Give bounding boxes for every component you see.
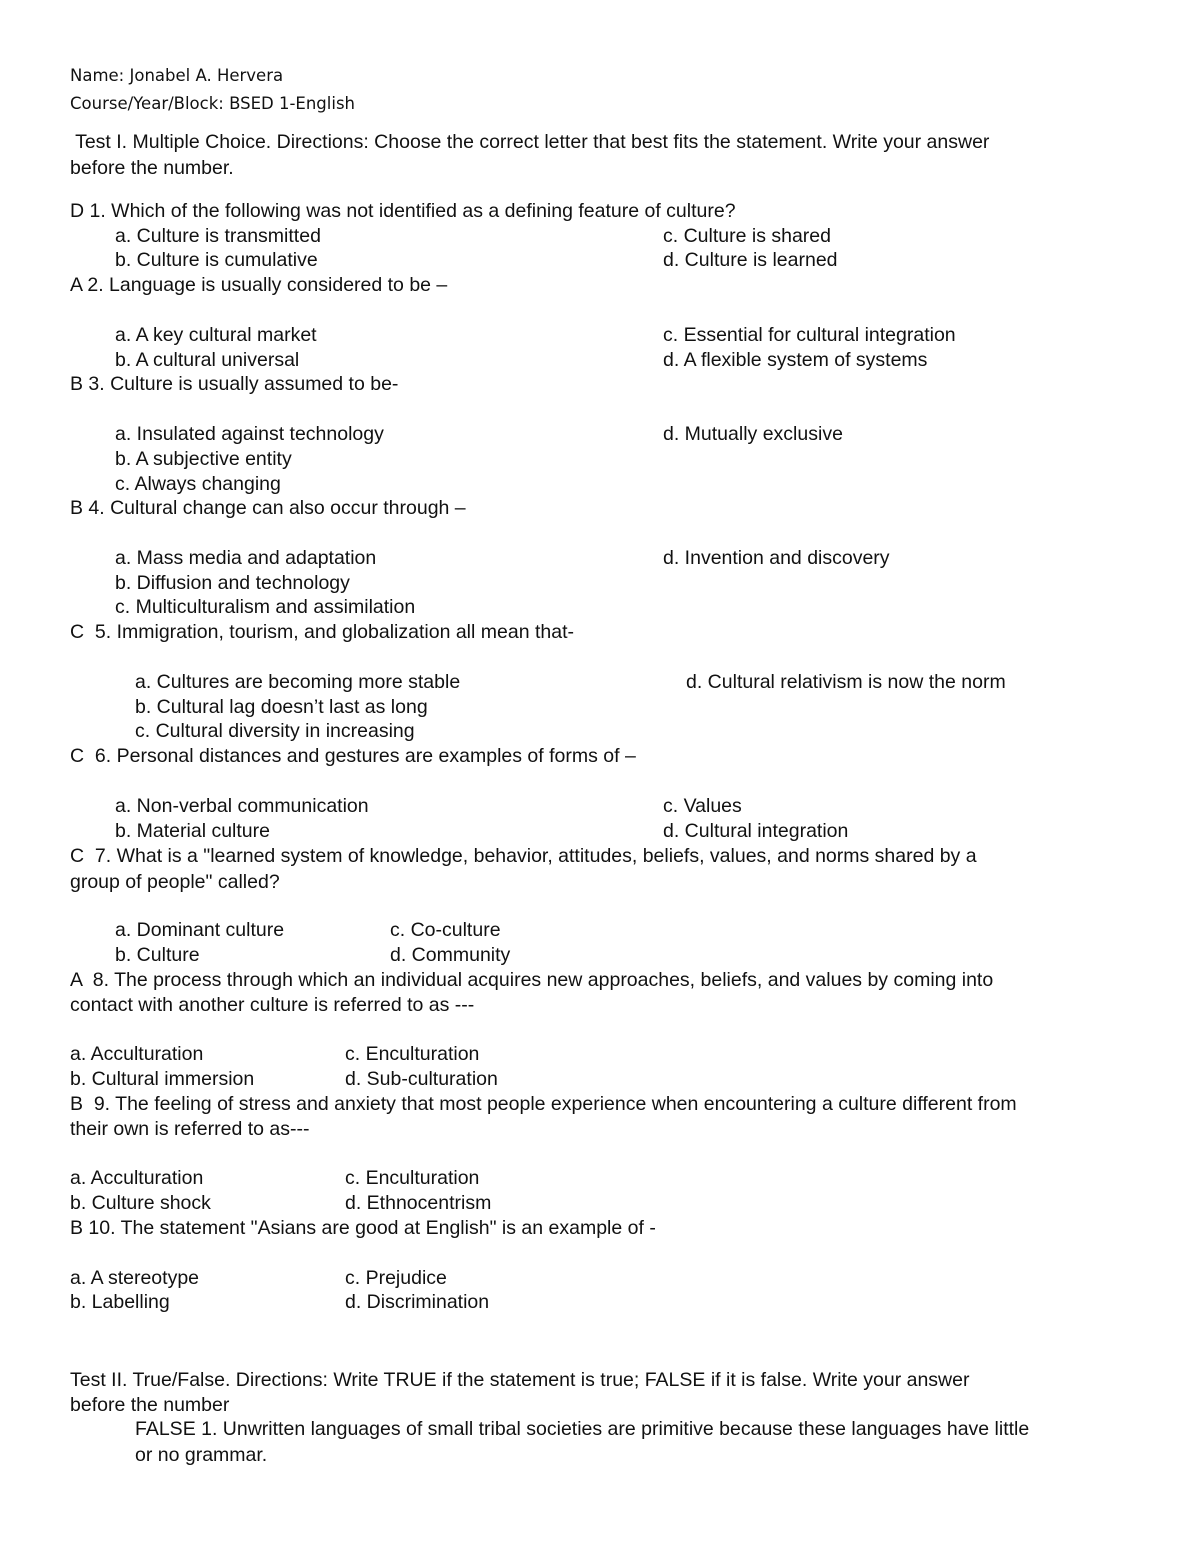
choice-b: b. A cultural universal bbox=[115, 349, 300, 371]
choice-d: d. Cultural integration bbox=[663, 820, 849, 842]
choice-a: a. Culture is transmitted bbox=[115, 225, 321, 247]
question-stem: D 1. Which of the following was not identified as a defining feature of culture? bbox=[70, 200, 736, 222]
choice-b: b. Cultural immersion bbox=[70, 1068, 255, 1090]
choice-c: c. Multiculturalism and assimilation bbox=[115, 596, 416, 618]
student-name: Name: Jonabel A. Hervera bbox=[70, 66, 284, 85]
choice-d: d. Invention and discovery bbox=[663, 547, 890, 569]
question-stem: A 8. The process through which an individual acquires new approaches, beliefs, and values by coming into bbox=[70, 969, 994, 991]
choice-c: c. Enculturation bbox=[345, 1043, 480, 1065]
choice-d: d. Cultural relativism is now the norm bbox=[686, 671, 1006, 693]
choice-a: a. A stereotype bbox=[70, 1267, 200, 1289]
choice-c: c. Co-culture bbox=[390, 919, 501, 941]
test2-directions-cont: before the number bbox=[70, 1394, 230, 1416]
choice-a: a. Cultures are becoming more stable bbox=[135, 671, 461, 693]
test1-directions-cont: before the number. bbox=[70, 157, 234, 179]
choice-b: b. Diffusion and technology bbox=[115, 572, 350, 594]
question-stem-cont: their own is referred to as--- bbox=[70, 1118, 310, 1140]
item-text: FALSE 1. Unwritten languages of small tribal societies are primitive because these languages have little bbox=[135, 1418, 1030, 1440]
question-stem: C 5. Immigration, tourism, and globalization all mean that- bbox=[70, 621, 574, 643]
choice-c: c. Values bbox=[663, 795, 742, 817]
choice-c: c. Culture is shared bbox=[663, 225, 831, 247]
choice-b: b. A subjective entity bbox=[115, 448, 292, 470]
choice-d: d. Discrimination bbox=[345, 1291, 490, 1313]
question-stem: B 10. The statement "Asians are good at English" is an example of - bbox=[70, 1217, 656, 1239]
choice-a: a. Acculturation bbox=[70, 1167, 204, 1189]
choice-d: d. Community bbox=[390, 944, 511, 966]
choice-a: a. Dominant culture bbox=[115, 919, 285, 941]
choice-d: d. Sub-culturation bbox=[345, 1068, 498, 1090]
choice-c: c. Cultural diversity in increasing bbox=[135, 720, 415, 742]
test2-directions: Test II. True/False. Directions: Write TRUE if the statement is true; FALSE if it is false. Write your answer bbox=[70, 1369, 970, 1391]
choice-b: b. Material culture bbox=[115, 820, 270, 842]
choice-d: d. Ethnocentrism bbox=[345, 1192, 492, 1214]
choice-a: a. Mass media and adaptation bbox=[115, 547, 377, 569]
choice-b: b. Labelling bbox=[70, 1291, 170, 1313]
question-stem: C 7. What is a "learned system of knowledge, behavior, attitudes, beliefs, values, and norms shared by a bbox=[70, 845, 977, 867]
choice-b: b. Culture bbox=[115, 944, 200, 966]
question-stem: B 4. Cultural change can also occur through – bbox=[70, 497, 466, 519]
choice-a: a. Non-verbal communication bbox=[115, 795, 369, 817]
choice-b: b. Culture is cumulative bbox=[115, 249, 318, 271]
choice-c: c. Essential for cultural integration bbox=[663, 324, 956, 346]
choice-b: b. Culture shock bbox=[70, 1192, 211, 1214]
choice-d: d. Culture is learned bbox=[663, 249, 838, 271]
question-stem: A 2. Language is usually considered to be – bbox=[70, 274, 448, 296]
question-stem-cont: group of people" called? bbox=[70, 871, 280, 893]
question-stem: C 6. Personal distances and gestures are examples of forms of – bbox=[70, 745, 636, 767]
question-stem: B 3. Culture is usually assumed to be- bbox=[70, 373, 399, 395]
item-text-cont: or no grammar. bbox=[135, 1444, 268, 1466]
question-stem-cont: contact with another culture is referred to as --- bbox=[70, 994, 475, 1016]
choice-c: c. Enculturation bbox=[345, 1167, 480, 1189]
course-year-block: Course/Year/Block: BSED 1-English bbox=[70, 94, 355, 113]
choice-a: a. Acculturation bbox=[70, 1043, 204, 1065]
choice-a: a. Insulated against technology bbox=[115, 423, 384, 445]
question-stem: B 9. The feeling of stress and anxiety that most people experience when encountering a culture different from bbox=[70, 1093, 1017, 1115]
choice-d: d. A flexible system of systems bbox=[663, 349, 928, 371]
choice-c: c. Always changing bbox=[115, 473, 281, 495]
choice-b: b. Cultural lag doesn’t last as long bbox=[135, 696, 428, 718]
choice-c: c. Prejudice bbox=[345, 1267, 447, 1289]
choice-d: d. Mutually exclusive bbox=[663, 423, 843, 445]
test1-directions: Test I. Multiple Choice. Directions: Choose the correct letter that best fits the statement. Write your answer bbox=[70, 131, 990, 153]
choice-a: a. A key cultural market bbox=[115, 324, 317, 346]
